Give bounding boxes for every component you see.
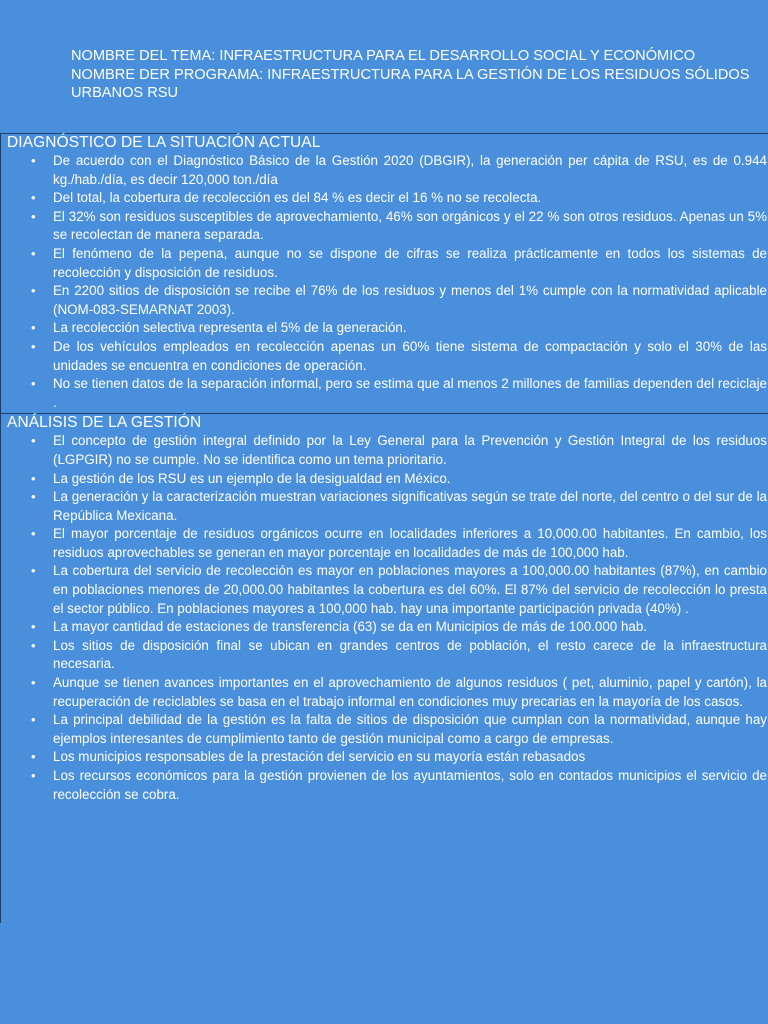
list-item: • En 2200 sitios de disposición se recibe el 76% de los residuos y menos del 1% cumple con la normatividad aplicable (NOM-083-SEMARNAT 2003). [1, 282, 768, 319]
list-item: • La gestión de los RSU es un ejemplo de la desigualdad en México. [1, 470, 768, 489]
list-item: • La cobertura del servicio de recolección es mayor en poblaciones mayores a 100,000.00 habitantes (87%), en cambio en poblaciones menores de 20,000.00 habitantes la cobertura es del 60%. El 87% del servicio de recolección lo presta el sector público. En poblaciones mayores a 100,000 hab. hay una importante participación privada (40%) . [1, 562, 768, 618]
list-item: • Aunque se tienen avances importantes en el aprovechamiento de algunos residuos ( pet, aluminio, papel y cartón), la recuperación de reciclables se basa en el trabajo informal en condiciones muy precarias en la mayoría de los casos. [1, 674, 768, 711]
tema-title: NOMBRE DEL TEMA: INFRAESTRUCTURA PARA EL DESARROLLO SOCIAL Y ECONÓMICO [71, 48, 696, 64]
list-item: • El concepto de gestión integral definido por la Ley General para la Prevención y Gestión Integral de los residuos (LGPGIR) no se cumple. No se identifica como un tema prioritario. [1, 432, 768, 469]
analisis-list [1, 432, 768, 804]
list-item: • La principal debilidad de la gestión es la falta de sitios de disposición que cumplan con la normatividad, aunque hay ejemplos interesantes de cumplimiento tanto de gestión municipal como a cargo de empresas. [1, 711, 768, 748]
list-item: • El fenómeno de la pepena, aunque no se dispone de cifras se realiza prácticamente en todos los sistemas de recolección y disposición de residuos. [1, 245, 768, 282]
list-item: • El mayor porcentaje de residuos orgánicos ocurre en localidades inferiores a 10,000.00 habitantes. En cambio, los residuos aprovechables se generan en mayor porcentaje en localidades de más de 100,000 hab. [1, 525, 768, 562]
diagnostico-title: DIAGNÓSTICO DE LA SITUACIÓN ACTUAL [7, 134, 321, 151]
header-block [71, 47, 751, 103]
list-item: • El 32% son residuos susceptibles de aprovechamiento, 46% son orgánicos y el 22 % son otros residuos. Apenas un 5% se recolectan de manera separada. [1, 208, 768, 245]
diagnostico-list [1, 152, 768, 412]
list-item: • Del total, la cobertura de recolección es del 84 % es decir el 16 % no se recolecta. [1, 189, 768, 208]
list-item: • La mayor cantidad de estaciones de transferencia (63) se da en Municipios de más de 100.000 hab. [1, 618, 768, 637]
list-item: • De acuerdo con el Diagnóstico Básico de la Gestión 2020 (DBGIR), la generación per cápita de RSU, es de 0.944 kg./hab./día, es decir 120,000 ton./día [1, 152, 768, 189]
content-panel [0, 133, 768, 923]
programa-title: NOMBRE DER PROGRAMA: INFRAESTRUCTURA PARA LA GESTIÓN DE LOS RESIDUOS SÓLIDOS URBANOS RSU [71, 66, 750, 101]
list-item: • La generación y la caracterización muestran variaciones significativas según se trate del norte, del centro o del sur de la República Mexicana. [1, 488, 768, 525]
list-item: • Los sitios de disposición final se ubican en grandes centros de población, el resto carece de la infraestructura necesaria. [1, 637, 768, 674]
list-item: • De los vehículos empleados en recolección apenas un 60% tiene sistema de compactación y solo el 30% de las unidades se encuentra en condiciones de operación. [1, 338, 768, 375]
list-item: • Los recursos económicos para la gestión provienen de los ayuntamientos, solo en contados municipios el servicio de recolección se cobra. [1, 767, 768, 804]
list-item: • No se tienen datos de la separación informal, pero se estima que al menos 2 millones de familias dependen del reciclaje . [1, 375, 768, 412]
list-item: • Los municipios responsables de la prestación del servicio en su mayoría están rebasados [1, 748, 768, 767]
analisis-section [1, 413, 768, 804]
diagnostico-section [1, 134, 768, 412]
analisis-title: ANÁLISIS DE LA GESTIÓN [7, 414, 202, 432]
list-item: • La recolección selectiva representa el 5% de la generación. [1, 319, 768, 338]
